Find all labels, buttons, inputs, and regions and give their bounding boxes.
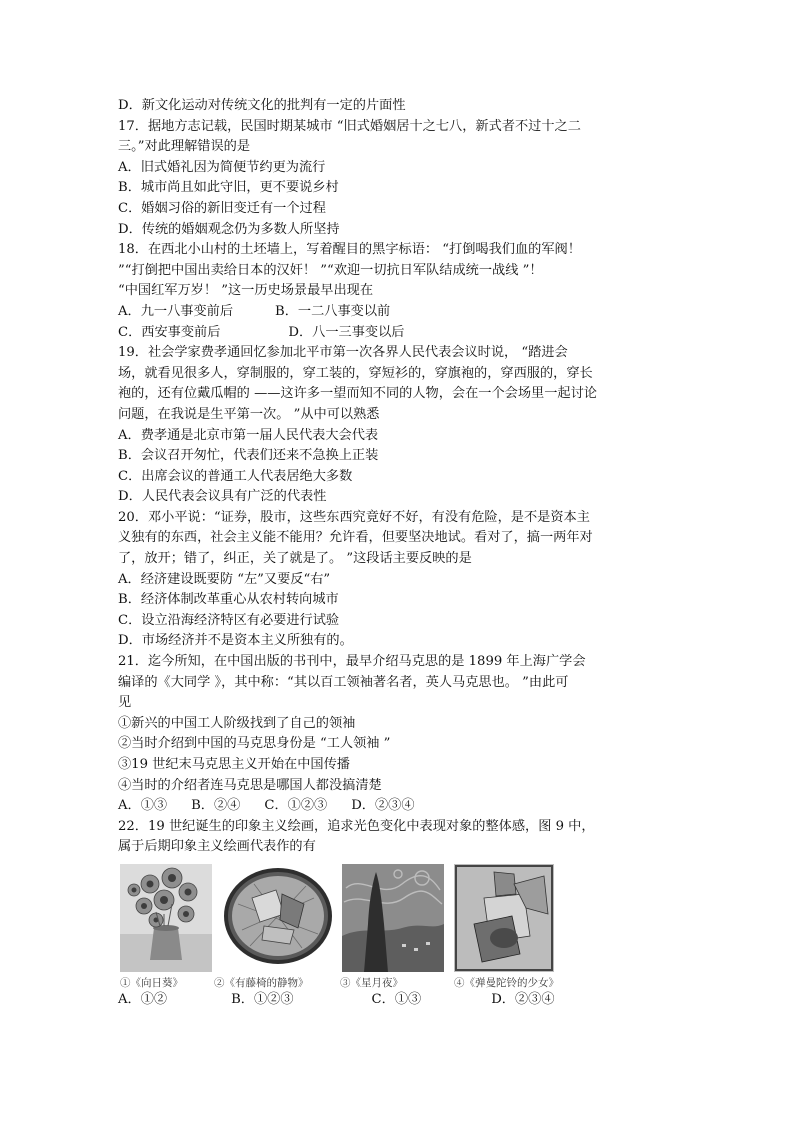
still-life-chair-caning-painting-icon — [224, 864, 332, 976]
q21-option-d: D．②③④ — [351, 798, 415, 814]
q20-option-a: A．经济建设既要防 “左”又要反“右” — [118, 571, 331, 587]
question-17 — [118, 117, 683, 241]
q17-option-c: C．婚姻习俗的新旧变迁有一个过程 — [118, 200, 326, 216]
q18-options-row — [118, 302, 683, 323]
exam-page — [118, 96, 683, 1011]
q19-option-c: C．出席会议的普通工人代表居绝大多数 — [118, 468, 353, 484]
q17-stem-line: 三。”对此理解错误的是 — [118, 139, 251, 155]
q20-stem-line: 了，放开；错了，纠正，关了就是了。 ”这段话主要反映的是 — [118, 551, 472, 567]
q19-stem-line: 场，就看见很多人，穿制服的，穿工装的，穿短衫的，穿旗袍的，穿西服的，穿长 — [118, 365, 593, 381]
question-21 — [118, 652, 683, 817]
q22-option-a: A．①② — [118, 991, 168, 1007]
painting-caption: ②《有藤椅的静物》 — [214, 976, 309, 989]
q21-statement-3: ③19 世纪末马克思主义开始在中国传播 — [118, 757, 350, 772]
q22-options-row — [118, 990, 683, 1011]
q20-option-b: B．经济体制改革重心从农村转向城市 — [118, 592, 339, 608]
q22-option-d: D．②③④ — [491, 991, 555, 1007]
q18-options-row — [118, 323, 683, 344]
q21-statement-2: ②当时介绍到中国的马克思身份是 “工人领袖 ” — [118, 736, 391, 752]
q19-stem-line: 袍的，还有位戴瓜帽的 ——这许多一望而知不同的人物，会在一个会场里一起讨论 — [118, 386, 597, 402]
q21-stem-line: 编译的《大同学 》，其中称：“其以百工领袖著名者，英人马克思也。 ”由此可 — [118, 674, 569, 690]
q19-stem-line: 问题，在我说是生平第一次。 ”从中可以熟悉 — [118, 406, 380, 422]
q17-option-a: A．旧式婚礼因为简便节约更为流行 — [118, 159, 326, 175]
q21-option-c: C．①②③ — [264, 798, 328, 814]
painting-caption: ④《弹曼陀铃的少女》 — [454, 976, 559, 989]
q21-statement-1: ①新兴的中国工人阶级找到了自己的领袖 — [118, 715, 356, 731]
q22-option-c: C．①③ — [371, 991, 422, 1007]
q22-stem-line: 属于后期印象主义绘画代表作的有 — [118, 839, 316, 855]
starry-night-painting-icon — [342, 864, 444, 976]
q18-stem-line: 18．在西北小山村的土坯墙上，写着醒目的黑字标语： “打倒喝我们血的军阀！ — [118, 242, 581, 258]
sunflowers-painting-icon — [120, 864, 212, 976]
q19-option-d: D．人民代表会议具有广泛的代表性 — [118, 489, 327, 505]
q18-stem-line: ”“打倒把中国出卖给日本的汉奸！ ”“欢迎一切抗日军队结成统一战线 ”！ — [118, 262, 543, 278]
q20-stem-line: 20．邓小平说：“证券，股市，这些东西究竟好不好，有没有危险，是不是资本主 — [118, 509, 590, 525]
q16-option-d: D．新文化运动对传统文化的批判有一定的片面性 — [118, 98, 406, 113]
girl-with-mandolin-painting-icon — [454, 864, 554, 976]
q17-option-b: B．城市尚且如此守旧，更不要说乡村 — [118, 180, 339, 196]
question-18 — [118, 240, 683, 343]
q19-option-b: B．会议召开匆忙，代表们还来不急换上正装 — [118, 448, 379, 464]
q21-stem-line: 21．迄今所知，在中国出版的书刊中，最早介绍马克思的是 1899 年上海广学会 — [118, 654, 586, 670]
q20-option-c: C．设立沿海经济特区有必要进行试验 — [118, 612, 340, 628]
q19-option-a: A．费孝通是北京市第一届人民代表大会代表 — [118, 427, 379, 443]
q18-option-d: D．八一三事变以后 — [288, 324, 405, 340]
q21-option-a: A．①③ — [118, 798, 168, 814]
q21-stem-line: 见 — [118, 695, 132, 711]
question-22 — [118, 817, 683, 1011]
q22-stem-line: 22．19 世纪诞生的印象主义绘画，追求光色变化中表现对象的整体感，图 9 中， — [118, 818, 595, 834]
q21-options-row — [118, 796, 683, 817]
question-20 — [118, 508, 683, 652]
question-19 — [118, 343, 683, 508]
q17-stem-line: 17．据地方志记载，民国时期某城市 “旧式婚姻居十之七八，新式者不过十之二 — [118, 118, 581, 134]
q20-stem-line: 义独有的东西，社会主义能不能用？允许看，但要坚决地试。看对了，搞一两年对 — [118, 530, 593, 546]
q21-option-b: B．②④ — [191, 798, 241, 814]
figure-9-paintings — [118, 864, 683, 990]
q18-option-b: B．一二八事变以前 — [275, 303, 391, 319]
q21-statement-4: ④当时的介绍者连马克思是哪国人都没搞清楚 — [118, 777, 382, 793]
q18-option-a: A．九一八事变前后 — [118, 303, 234, 319]
q22-option-b: B．①②③ — [231, 991, 294, 1007]
q20-option-d: D．市场经济并不是资本主义所独有的。 — [118, 633, 353, 649]
q18-option-c: C．西安事变前后 — [118, 324, 221, 340]
painting-caption: ①《向日葵》 — [120, 976, 183, 989]
q18-stem-line: “中国红军万岁！ ”这一历史场景最早出现在 — [118, 283, 374, 299]
q17-option-d: D．传统的婚姻观念仍为多数人所坚持 — [118, 221, 340, 237]
painting-caption: ③《星月夜》 — [340, 976, 403, 989]
q19-stem-line: 19．社会学家费孝通回忆参加北平市第一次各界人民代表会议时说， “踏进会 — [118, 345, 568, 361]
